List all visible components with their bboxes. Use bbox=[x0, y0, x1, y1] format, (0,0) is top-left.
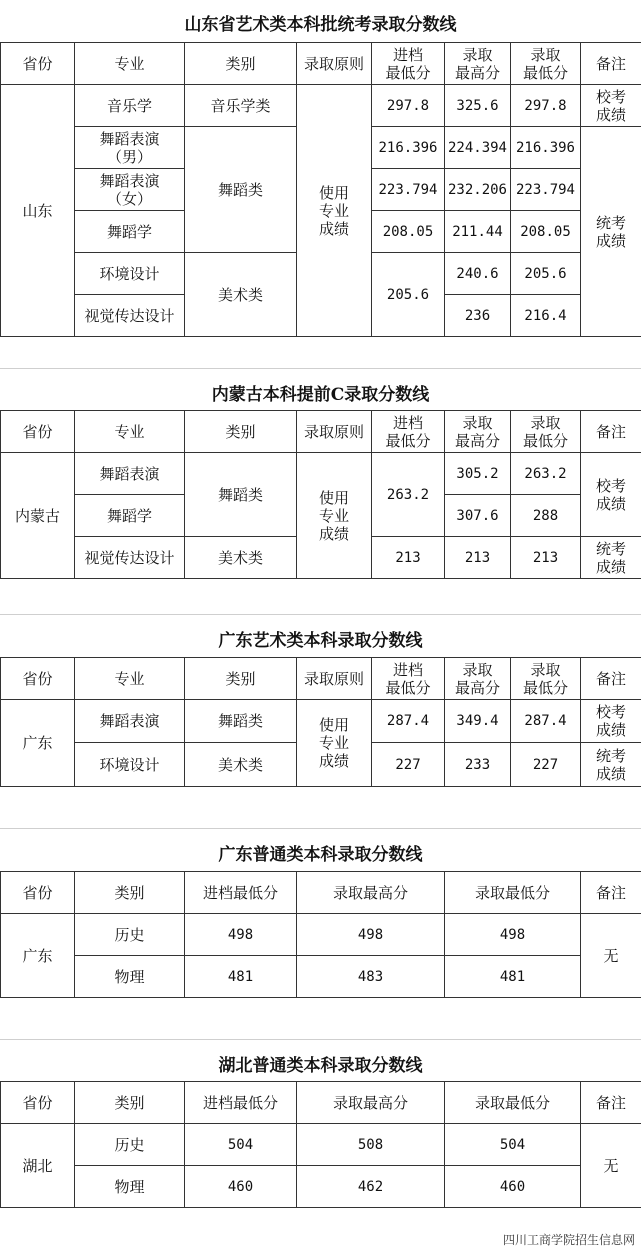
header-admit-max: 录取最高分 bbox=[297, 872, 445, 914]
header-filing-min: 进档最低分 bbox=[185, 1082, 297, 1124]
major-cell: 舞蹈表演 bbox=[75, 700, 185, 743]
province-cell: 广东 bbox=[1, 914, 75, 998]
remark-cell: 校考 成绩 bbox=[581, 453, 641, 537]
header-major: 专业 bbox=[75, 658, 185, 700]
admit-min-cell: 481 bbox=[445, 956, 581, 998]
category-cell: 美术类 bbox=[185, 537, 297, 579]
header-remark: 备注 bbox=[581, 658, 641, 700]
section-divider bbox=[0, 1039, 641, 1040]
header-category: 类别 bbox=[185, 658, 297, 700]
table-header-row bbox=[1, 872, 641, 914]
section-divider bbox=[0, 828, 641, 829]
section-title-neimenggu: 内蒙古本科提前C录取分数线 bbox=[211, 385, 430, 405]
category-cell: 舞蹈类 bbox=[185, 453, 297, 537]
filing-min-cell: 297.8 bbox=[372, 85, 445, 127]
admit-min-cell: 263.2 bbox=[511, 453, 581, 495]
header-category: 类别 bbox=[185, 43, 297, 85]
header-province: 省份 bbox=[1, 43, 75, 85]
header-remark: 备注 bbox=[581, 43, 641, 85]
admit-max-cell: 224.394 bbox=[445, 127, 511, 169]
filing-min-cell: 460 bbox=[185, 1166, 297, 1208]
table-row bbox=[1, 700, 641, 743]
filing-min-cell: 263.2 bbox=[372, 453, 445, 537]
header-principle: 录取原则 bbox=[297, 658, 372, 700]
table-shandong-art bbox=[0, 42, 641, 337]
major-cell: 环境设计 bbox=[75, 253, 185, 295]
table-guangdong-general bbox=[0, 871, 641, 998]
remark-cell: 统考 成绩 bbox=[581, 127, 641, 337]
admit-max-cell: 307.6 bbox=[445, 495, 511, 537]
header-admit-min: 录取 最低分 bbox=[511, 43, 581, 85]
header-filing-min: 进档 最低分 bbox=[372, 411, 445, 453]
section-title-shandong-art: 山东省艺术类本科批统考录取分数线 bbox=[184, 15, 457, 35]
major-cell: 环境设计 bbox=[75, 743, 185, 787]
major-cell: 舞蹈学 bbox=[75, 495, 185, 537]
major-cell: 舞蹈表演 （男） bbox=[75, 127, 185, 169]
principle-cell: 使用 专业 成绩 bbox=[297, 85, 372, 337]
admit-min-cell: 460 bbox=[445, 1166, 581, 1208]
table-neimenggu bbox=[0, 410, 641, 579]
principle-cell: 使用 专业 成绩 bbox=[297, 700, 372, 787]
header-principle: 录取原则 bbox=[297, 43, 372, 85]
table-row bbox=[1, 1124, 641, 1166]
admit-max-cell: 232.206 bbox=[445, 169, 511, 211]
major-cell: 舞蹈学 bbox=[75, 211, 185, 253]
remark-cell: 统考 成绩 bbox=[581, 537, 641, 579]
header-admit-min: 录取最低分 bbox=[445, 872, 581, 914]
remark-cell: 无 bbox=[581, 1124, 641, 1208]
admit-max-cell: 213 bbox=[445, 537, 511, 579]
admit-min-cell: 223.794 bbox=[511, 169, 581, 211]
section-title-guangdong-general: 广东普通类本科录取分数线 bbox=[218, 845, 423, 865]
filing-min-cell: 216.396 bbox=[372, 127, 445, 169]
filing-min-cell: 498 bbox=[185, 914, 297, 956]
remark-cell: 统考 成绩 bbox=[581, 743, 641, 787]
admit-min-cell: 287.4 bbox=[511, 700, 581, 743]
category-cell: 舞蹈类 bbox=[185, 127, 297, 253]
section-divider bbox=[0, 614, 641, 615]
major-cell: 视觉传达设计 bbox=[75, 295, 185, 337]
province-cell: 湖北 bbox=[1, 1124, 75, 1208]
category-cell: 音乐学类 bbox=[185, 85, 297, 127]
category-cell: 美术类 bbox=[185, 743, 297, 787]
header-principle: 录取原则 bbox=[297, 411, 372, 453]
admit-min-cell: 216.4 bbox=[511, 295, 581, 337]
header-remark: 备注 bbox=[581, 411, 641, 453]
admit-max-cell: 236 bbox=[445, 295, 511, 337]
admit-max-cell: 483 bbox=[297, 956, 445, 998]
header-admit-min: 录取最低分 bbox=[445, 1082, 581, 1124]
admit-max-cell: 349.4 bbox=[445, 700, 511, 743]
header-category: 类别 bbox=[75, 872, 185, 914]
remark-cell: 校考 成绩 bbox=[581, 700, 641, 743]
admit-min-cell: 504 bbox=[445, 1124, 581, 1166]
filing-min-cell: 481 bbox=[185, 956, 297, 998]
header-admit-max: 录取 最高分 bbox=[445, 658, 511, 700]
header-admit-min: 录取 最低分 bbox=[511, 411, 581, 453]
header-province: 省份 bbox=[1, 1082, 75, 1124]
table-row bbox=[1, 85, 641, 127]
admit-min-cell: 227 bbox=[511, 743, 581, 787]
admit-min-cell: 498 bbox=[445, 914, 581, 956]
header-major: 专业 bbox=[75, 411, 185, 453]
header-category: 类别 bbox=[75, 1082, 185, 1124]
category-cell: 物理 bbox=[75, 956, 185, 998]
table-row bbox=[1, 453, 641, 495]
province-cell: 山东 bbox=[1, 85, 75, 337]
header-remark: 备注 bbox=[581, 872, 641, 914]
header-admit-max: 录取最高分 bbox=[297, 1082, 445, 1124]
major-cell: 舞蹈表演 （女） bbox=[75, 169, 185, 211]
section-divider bbox=[0, 368, 641, 369]
table-row bbox=[1, 914, 641, 956]
table-header-row bbox=[1, 1082, 641, 1124]
filing-min-cell: 227 bbox=[372, 743, 445, 787]
major-cell: 视觉传达设计 bbox=[75, 537, 185, 579]
table-row bbox=[1, 1166, 641, 1208]
admit-max-cell: 211.44 bbox=[445, 211, 511, 253]
admit-max-cell: 305.2 bbox=[445, 453, 511, 495]
filing-min-cell: 205.6 bbox=[372, 253, 445, 337]
header-admit-min: 录取 最低分 bbox=[511, 658, 581, 700]
filing-min-cell: 223.794 bbox=[372, 169, 445, 211]
table-guangdong-art bbox=[0, 657, 641, 787]
filing-min-cell: 208.05 bbox=[372, 211, 445, 253]
header-admit-max: 录取 最高分 bbox=[445, 411, 511, 453]
header-province: 省份 bbox=[1, 658, 75, 700]
admit-min-cell: 216.396 bbox=[511, 127, 581, 169]
header-admit-max: 录取 最高分 bbox=[445, 43, 511, 85]
admit-max-cell: 508 bbox=[297, 1124, 445, 1166]
section-title-guangdong-art: 广东艺术类本科录取分数线 bbox=[218, 631, 423, 651]
major-cell: 音乐学 bbox=[75, 85, 185, 127]
header-filing-min: 进档 最低分 bbox=[372, 43, 445, 85]
category-cell: 美术类 bbox=[185, 253, 297, 337]
table-header-row bbox=[1, 411, 641, 453]
table-header-row bbox=[1, 658, 641, 700]
header-category: 类别 bbox=[185, 411, 297, 453]
admit-min-cell: 205.6 bbox=[511, 253, 581, 295]
admit-max-cell: 325.6 bbox=[445, 85, 511, 127]
table-row bbox=[1, 956, 641, 998]
admit-min-cell: 297.8 bbox=[511, 85, 581, 127]
category-cell: 历史 bbox=[75, 1124, 185, 1166]
category-cell: 舞蹈类 bbox=[185, 700, 297, 743]
category-cell: 物理 bbox=[75, 1166, 185, 1208]
filing-min-cell: 213 bbox=[372, 537, 445, 579]
principle-cell: 使用 专业 成绩 bbox=[297, 453, 372, 579]
admit-min-cell: 288 bbox=[511, 495, 581, 537]
header-filing-min: 进档 最低分 bbox=[372, 658, 445, 700]
admit-max-cell: 233 bbox=[445, 743, 511, 787]
header-province: 省份 bbox=[1, 411, 75, 453]
section-title-hubei-general: 湖北普通类本科录取分数线 bbox=[218, 1056, 423, 1076]
header-filing-min: 进档最低分 bbox=[185, 872, 297, 914]
major-cell: 舞蹈表演 bbox=[75, 453, 185, 495]
header-province: 省份 bbox=[1, 872, 75, 914]
admit-min-cell: 213 bbox=[511, 537, 581, 579]
header-major: 专业 bbox=[75, 43, 185, 85]
admit-max-cell: 462 bbox=[297, 1166, 445, 1208]
province-cell: 广东 bbox=[1, 700, 75, 787]
remark-cell: 校考 成绩 bbox=[581, 85, 641, 127]
category-cell: 历史 bbox=[75, 914, 185, 956]
filing-min-cell: 287.4 bbox=[372, 700, 445, 743]
table-hubei-general bbox=[0, 1081, 641, 1208]
remark-cell: 无 bbox=[581, 914, 641, 998]
admit-max-cell: 498 bbox=[297, 914, 445, 956]
admit-min-cell: 208.05 bbox=[511, 211, 581, 253]
filing-min-cell: 504 bbox=[185, 1124, 297, 1166]
table-header-row bbox=[1, 43, 641, 85]
province-cell: 内蒙古 bbox=[1, 453, 75, 579]
watermark: 四川工商学院招生信息网 bbox=[502, 1233, 635, 1247]
header-remark: 备注 bbox=[581, 1082, 641, 1124]
admit-max-cell: 240.6 bbox=[445, 253, 511, 295]
